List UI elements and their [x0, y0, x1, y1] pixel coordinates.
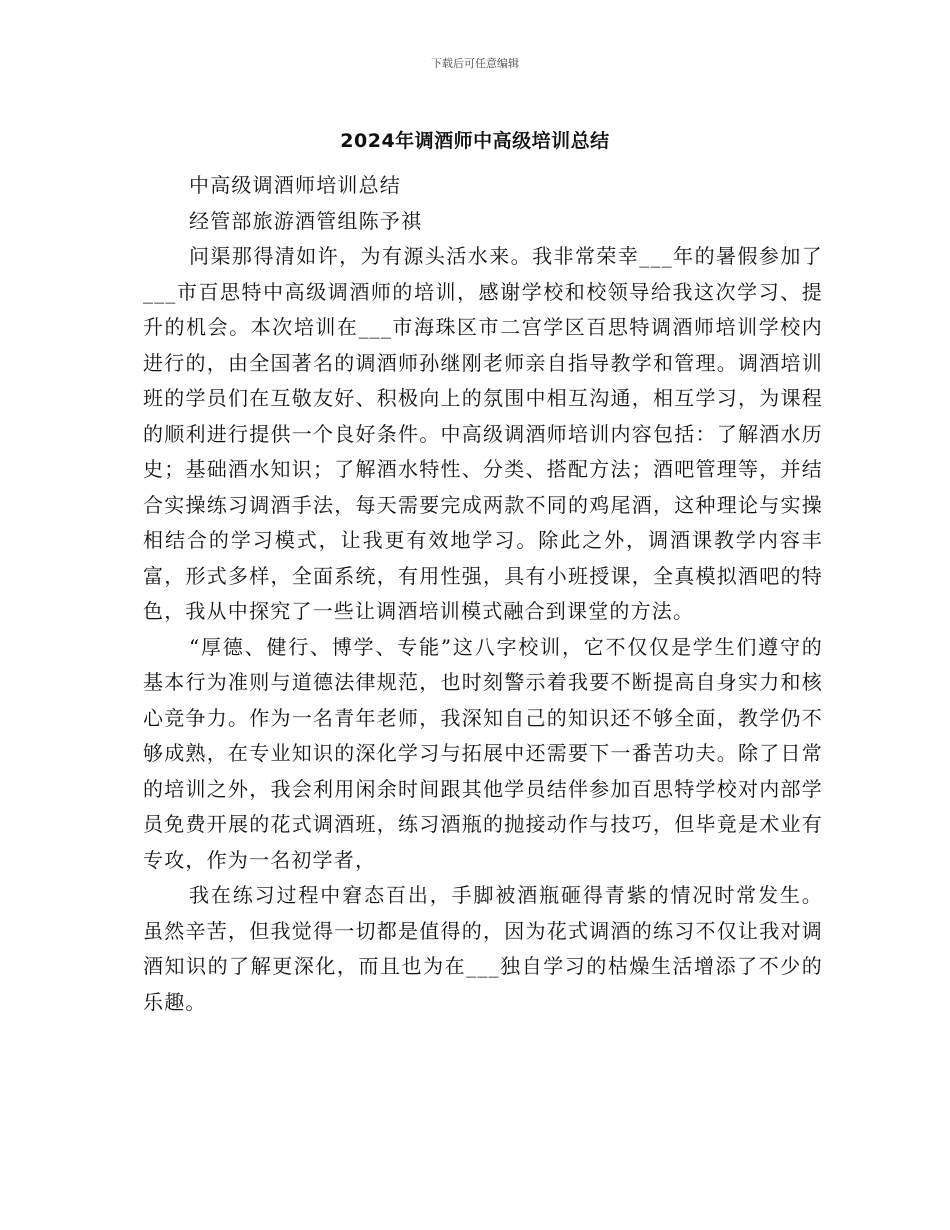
- document-title: 2024年调酒师中高级培训总结: [340, 130, 610, 152]
- author-paragraph: 经管部旅游酒管组陈予祺: [189, 208, 423, 233]
- subtitle-paragraph: 中高级调酒师培训总结: [189, 173, 401, 197]
- body-paragraph-3: 我在练习过程中窘态百出，手脚被酒瓶砸得青紫的情况时常发生。虽然辛苦，但我觉得一切都是值得的，因为花式调酒的练习不仅让我对调酒知识的了解更深化，而且也为在___独自学习的枯燥生活增添了不少的乐趣。: [143, 883, 823, 1014]
- body-paragraph-1: 问渠那得清如许，为有源头活水来。我非常荣幸___年的暑假参加了___市百思特中高级调酒师的培训，感谢学校和校领导给我这次学习、提升的机会。本次培训在___市海珠区市二宫学区百思特调酒师培训学校内进行的，由全国著名的调酒师孙继刚老师亲自指导教学和管理。调酒培训班的学员们在互敬友好、积极向上的氛围中相互沟通，相互学习，为课程的顺利进行提供一个良好条件。中高级调酒师培训内容包括：了解酒水历史；基础酒水知识；了解酒水特性、分类、搭配方法；酒吧管理等，并结合实操练习调酒手法，每天需要完成两款不同的鸡尾酒，这种理论与实操相结合的学习模式，让我更有效地学习。除此之外，调酒课教学内容丰富，形式多样，全面系统，有用性强，具有小班授课，全真模拟酒吧的特色，我从中探究了一些让调酒培训模式融合到课堂的方法。: [143, 244, 823, 623]
- document-body: [143, 168, 823, 1020]
- header-note: 下载后可任意编辑: [431, 57, 519, 70]
- body-paragraph-2: “厚德、健行、博学、专能”这八字校训，它不仅仅是学生们遵守的基本行为准则与道德法律规范，也时刻警示着我要不断提高自身实力和核心竞争力。作为一名青年老师，我深知自己的知识还不够全面，教学仍不够成熟，在专业知识的深化学习与拓展中还需要下一番苦功夫。除了日常的培训之外，我会利用闲余时间跟其他学员结伴参加百思特学校对内部学员免费开展的花式调酒班，练习酒瓶的抛接动作与技巧，但毕竟是术业有专攻，作为一名初学者，: [143, 634, 823, 872]
